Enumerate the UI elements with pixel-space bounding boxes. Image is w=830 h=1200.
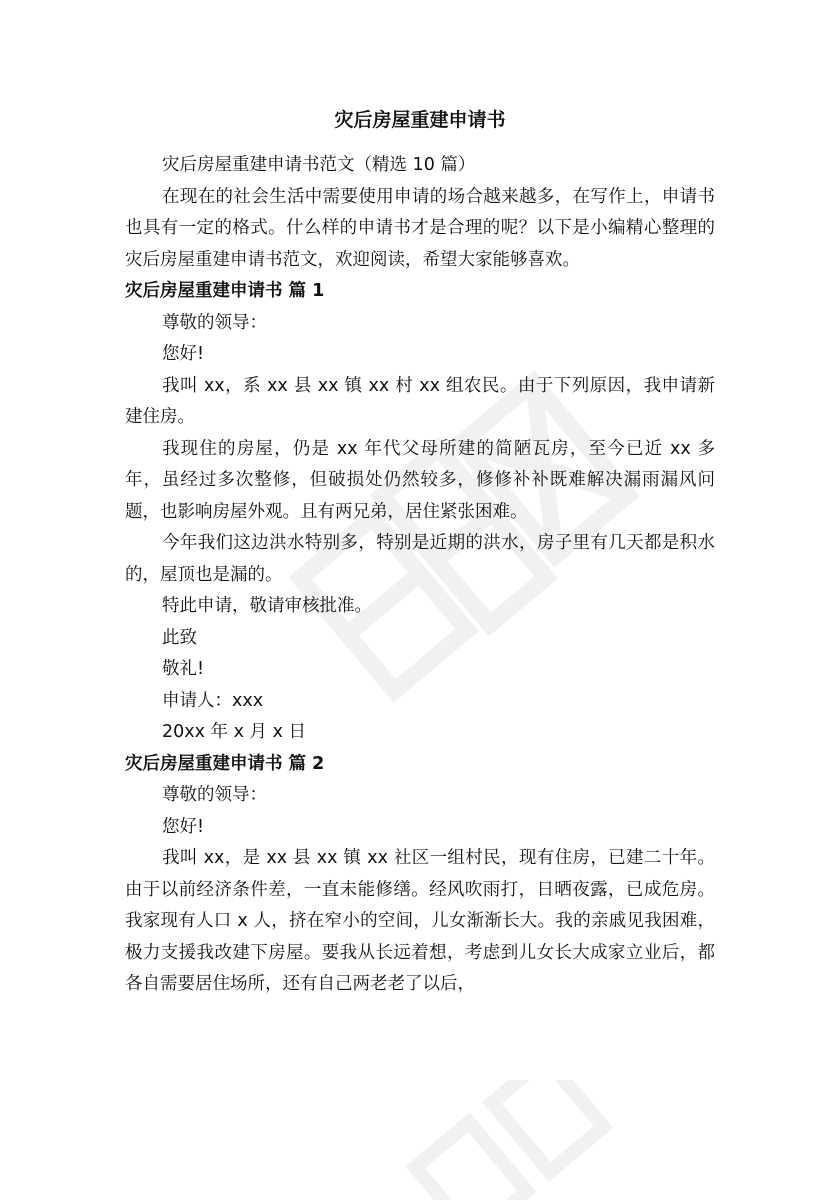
- greeting: 您好!: [162, 816, 205, 837]
- intro-subtitle: 灾后房屋重建申请书范文（精选 10 篇）: [162, 155, 476, 175]
- body-paragraph: 今年我们这边洪水特别多，特别是近期的洪水，房子里有几天都是积水的，屋顶也是漏的。: [125, 533, 715, 585]
- watermark-logo-bottom: [360, 1080, 660, 1200]
- applicant-line: 申请人：xxx: [162, 690, 264, 711]
- body-paragraph: 特此申请，敬请审核批准。: [162, 596, 372, 616]
- closing-line: 此致: [162, 627, 197, 648]
- intro-paragraph: 在现在的社会生活中需要使用申请的场合越来越多，在写作上，申请书也具有一定的格式。什么样的申请书才是合理的呢？以下是小编精心整理的灾后房屋重建申请书范文，欢迎阅读，希望大家能够喜欢。: [125, 186, 715, 270]
- salutation: 尊敬的领导：: [162, 312, 267, 333]
- greeting: 您好!: [162, 344, 205, 364]
- closing-salute: 敬礼!: [162, 659, 205, 679]
- body-paragraph: 我叫 xx，是 xx 县 xx 镇 xx 社区一组村民，现有住房，已建二十年。由于以前经济条件差，一直未能修缮。经风吹雨打，日晒夜露，已成危房。我家现有人口 x 人，挤在窄小的空间，儿女渐渐长大。我的亲戚见我困难，极力支援我改建下房屋。要我从长远着想，考虑到儿女长大成家立业后，都各自需要居住场所，还有自己两老老了以后，: [125, 848, 715, 994]
- document-title: 灾后房屋重建申请书: [334, 109, 506, 131]
- date-line: 20xx 年 x 月 x 日: [162, 722, 307, 742]
- section-heading-1: 灾后房屋重建申请书 篇 1: [125, 281, 325, 301]
- document-body: [125, 100, 715, 1001]
- section-heading-2: 灾后房屋重建申请书 篇 2: [125, 753, 325, 774]
- body-paragraph: 我现住的房屋，仍是 xx 年代父母所建的简陋瓦房，至今已近 xx 多年，虽经过多次整修，但破损处仍然较多，修修补补既难解决漏雨漏风问题，也影响房屋外观。且有两兄弟，居住紧张困难。: [125, 438, 715, 522]
- salutation: 尊敬的领导：: [162, 785, 267, 805]
- body-paragraph: 我叫 xx，系 xx 县 xx 镇 xx 村 xx 组农民。由于下列原因，我申请新建住房。: [125, 375, 715, 427]
